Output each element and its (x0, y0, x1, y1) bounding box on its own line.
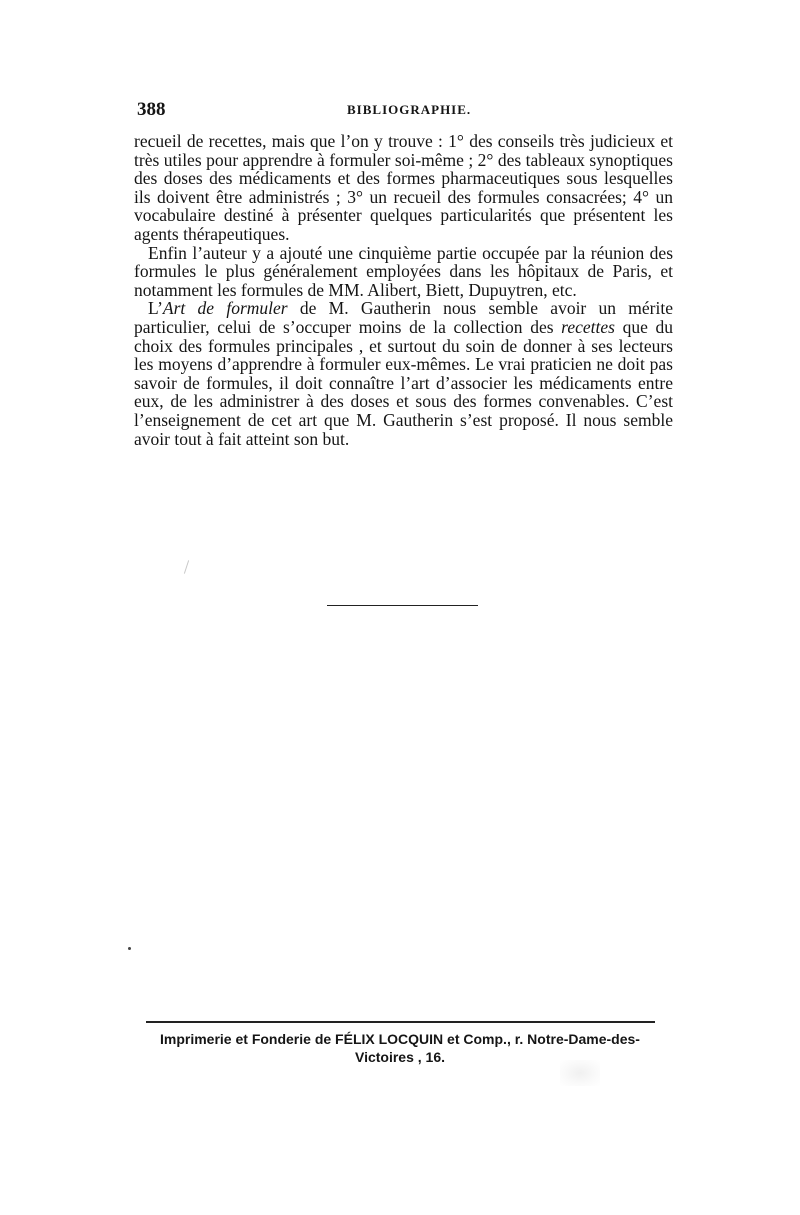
body-text (134, 132, 673, 448)
page-header (137, 99, 674, 123)
page-number: 388 (137, 99, 166, 120)
stray-pencil-mark (184, 560, 189, 574)
paragraph-text: recueil de recettes, mais que l’on y trouve : 1° des conseils très judicieux et très utiles pour apprendre à formuler soi-même ; 2° des tableaux synoptiques des doses des médicaments et des formes pharmaceutiques sous lesquelles ils doivent être administrés ; 3° un recueil des formules consacrées; 4° un vocabulaire destiné à présenter quelques particularités que présentent les agents thérapeutiques. (134, 131, 673, 244)
paragraph-1 (134, 132, 673, 244)
italic-title-text: Art de formuler (162, 298, 288, 319)
imprint-line-2: Victoires , 16. (354, 1049, 445, 1065)
section-divider-rule (327, 605, 478, 606)
paragraph-text: de M. Gautherin nous semble avoir un mérite particulier, celui de s’occuper moins de la collection des (134, 298, 673, 337)
running-head: BIBLIOGRAPHIE. (347, 102, 472, 117)
paragraph-2 (134, 244, 673, 300)
ink-dot (128, 947, 131, 950)
paragraph-text: L’ (148, 298, 163, 319)
faded-stamp-mark (560, 1060, 600, 1086)
imprint-line-1: Imprimerie et Fonderie de FÉLIX LOCQUIN et Comp., r. Notre-Dame-des- (160, 1031, 640, 1047)
paragraph-3 (134, 299, 673, 448)
italic-title-text: recettes (561, 316, 615, 337)
imprint-rule (146, 1021, 655, 1023)
paragraph-text: Enfin l’auteur y a ajouté une cinquième partie occupée par la réunion des formules le plus généralement employées dans les hôpitaux de Paris, et notamment les formules de MM. Alibert, Biett, Dupuytren, etc. (134, 242, 673, 300)
paragraph-text: que du choix des formules principales , et surtout du soin de donner à ses lecteurs les moyens d’apprendre à formuler eux-mêmes. Le vrai praticien ne doit pas savoir de formules, il doit connaître l’art d’associer les médicaments entre eux, de les administrer à des doses et sous des formes convenables. C’est l’enseignement de cet art que M. Gautherin s’est proposé. Il nous semble avoir tout à fait atteint son but. (134, 316, 673, 449)
